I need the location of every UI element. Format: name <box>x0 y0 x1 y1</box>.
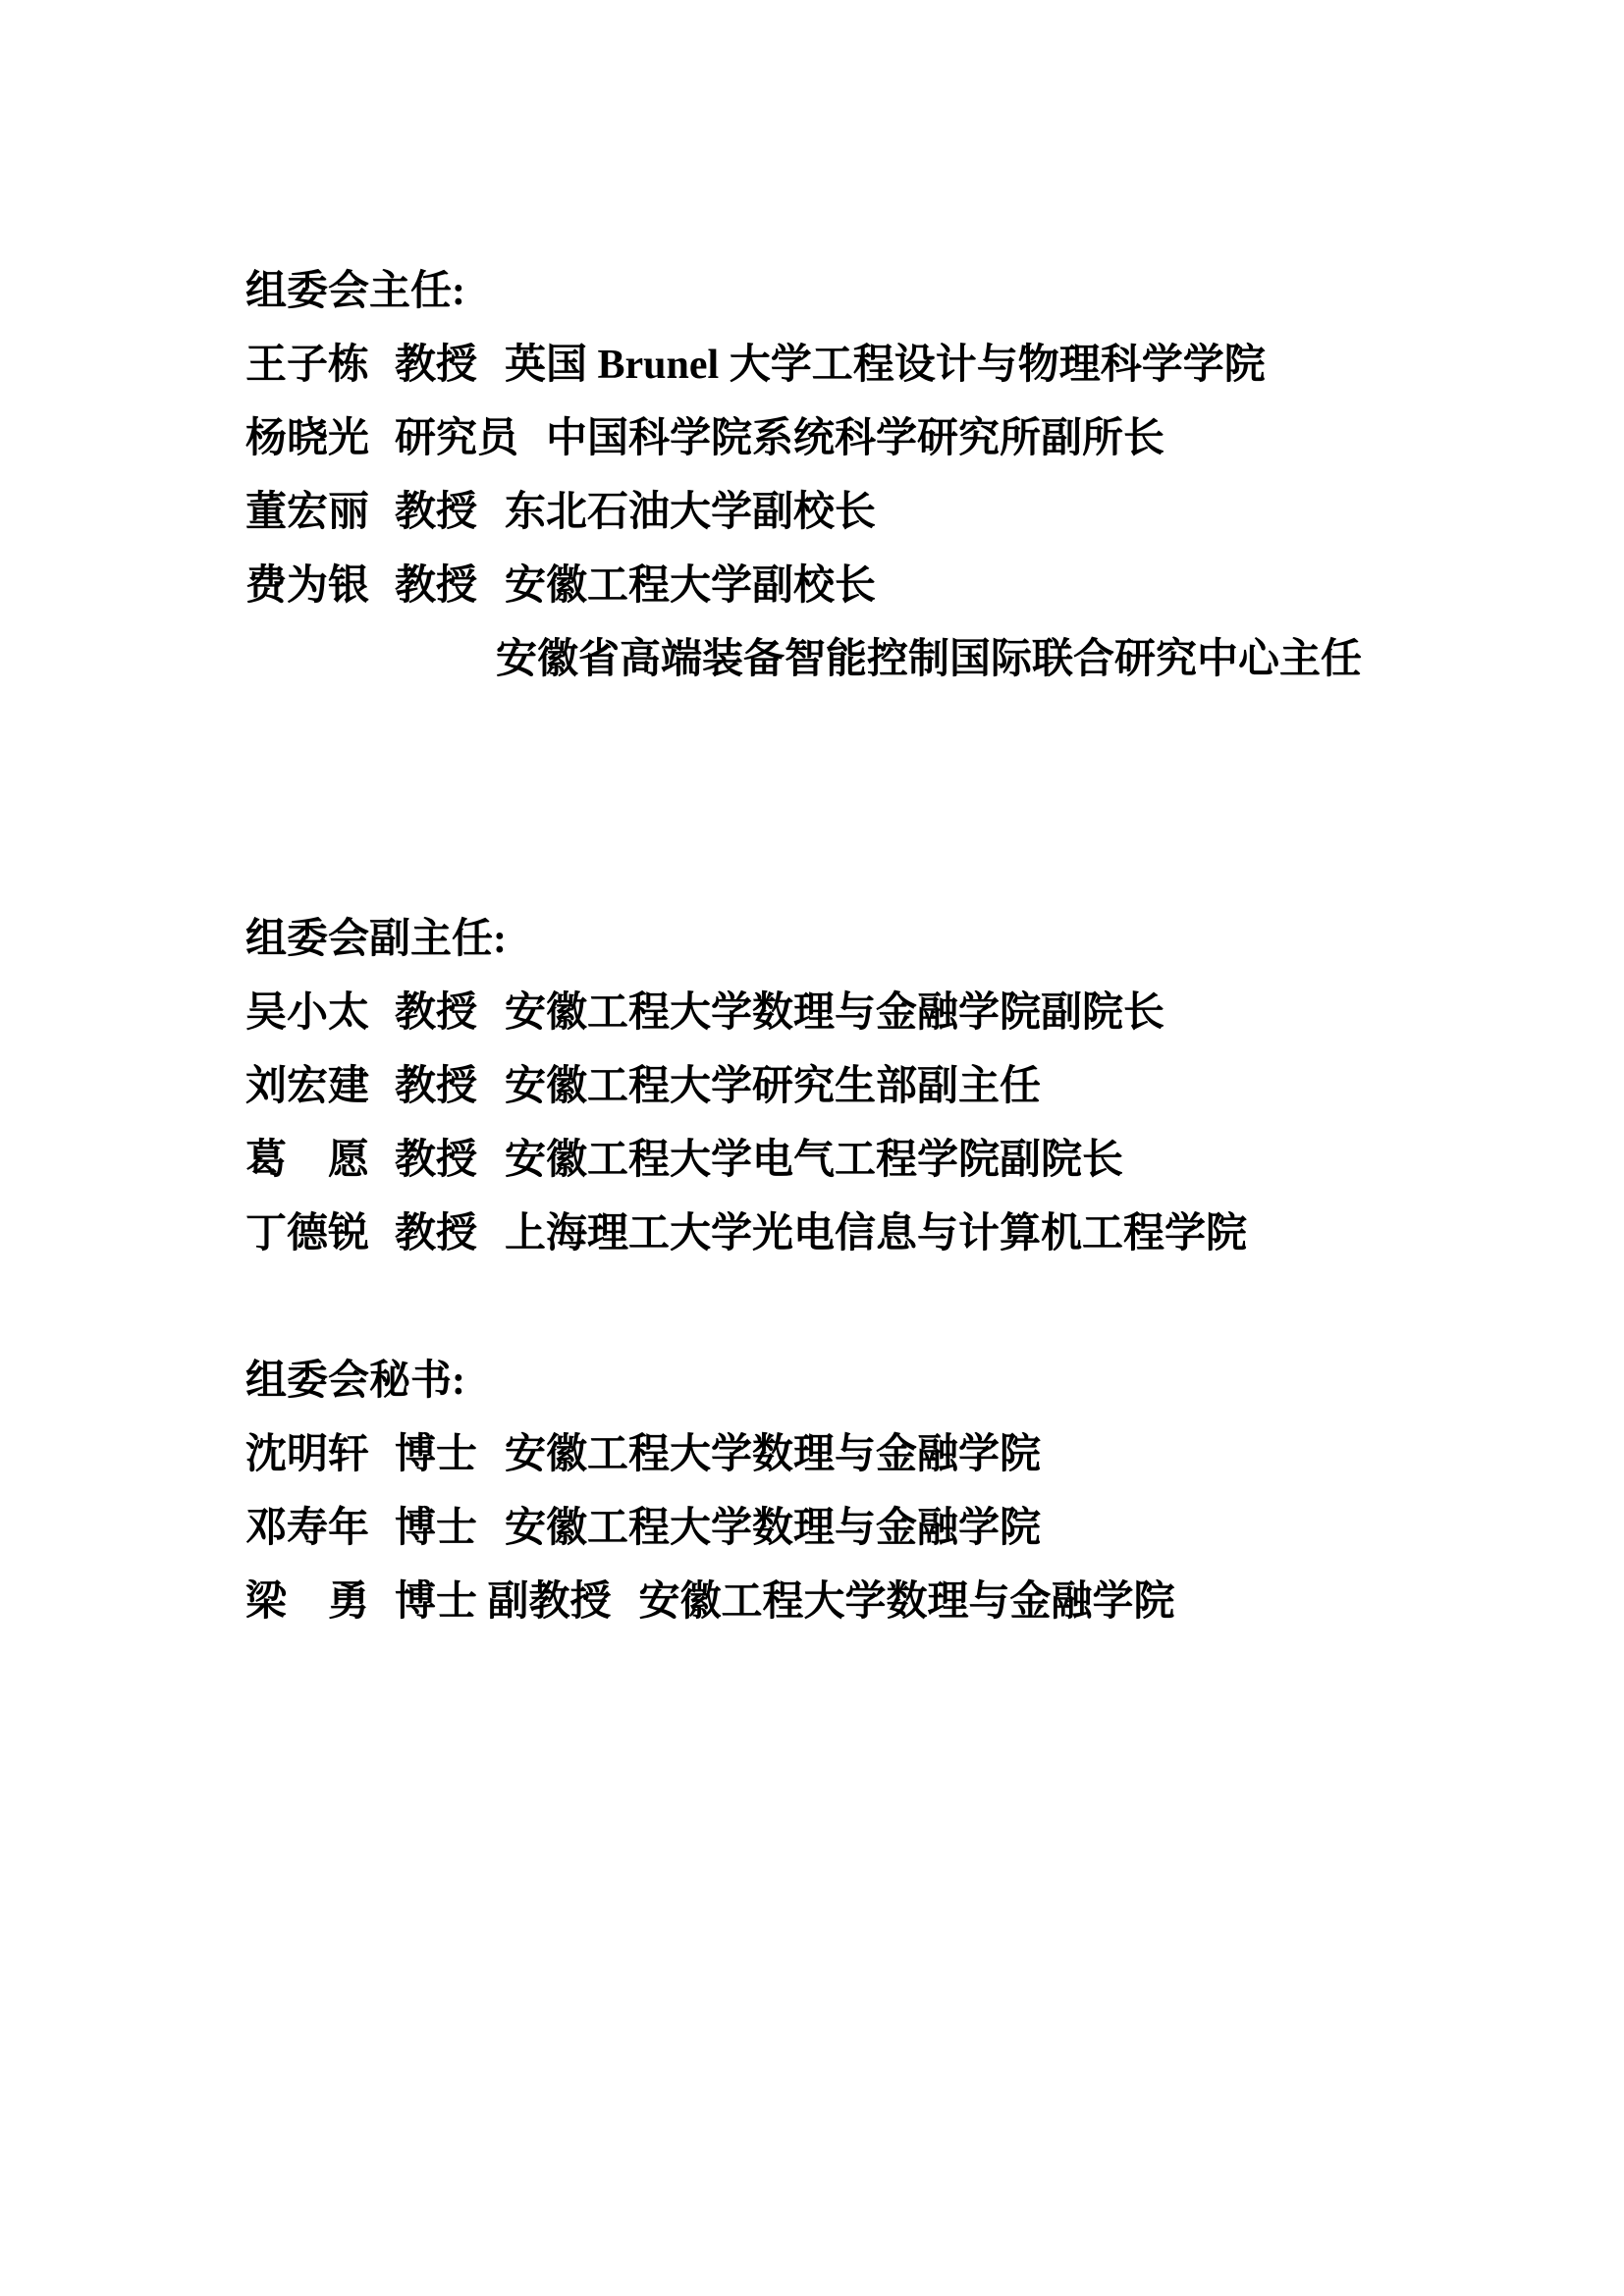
member-name: 杨晓光 <box>245 416 370 461</box>
member-name: 沈明轩 <box>245 1432 370 1477</box>
member-affiliation: 中国科学院系统科学研究所副所长 <box>546 416 1165 461</box>
committee-entry <box>245 1050 1624 1124</box>
member-affiliation: 安徽工程大学研究生部副主任 <box>505 1064 1042 1109</box>
member-affiliation: 安徽省高端装备智能控制国际联合研究中心主任 <box>496 637 1363 682</box>
member-name: 董宏丽 <box>245 490 370 535</box>
member-title: 博士 <box>395 1506 478 1551</box>
member-name: 葛 愿 <box>245 1138 370 1183</box>
committee-entry <box>245 402 1624 476</box>
member-name: 丁德锐 <box>245 1211 370 1256</box>
section-committee-chairs <box>245 255 1624 697</box>
section-committee-secretaries <box>245 1345 1624 1639</box>
section-heading: 组委会秘书: <box>245 1359 465 1404</box>
section-committee-vice-chairs <box>245 903 1624 1271</box>
member-name: 吴小太 <box>245 990 370 1036</box>
member-title: 博士 <box>395 1432 478 1477</box>
member-affiliation: 安徽工程大学数理与金融学院 <box>638 1579 1175 1625</box>
member-name: 邓寿年 <box>245 1506 370 1551</box>
committee-entry <box>245 1492 1624 1566</box>
member-name: 刘宏建 <box>245 1064 370 1109</box>
member-affiliation: 安徽工程大学数理与金融学院副院长 <box>505 990 1165 1036</box>
member-title: 教授 <box>395 990 478 1036</box>
member-title: 教授 <box>395 490 478 535</box>
member-affiliation: 东北石油大学副校长 <box>505 490 877 535</box>
section-heading: 组委会副主任: <box>245 917 507 962</box>
section-heading: 组委会主任: <box>245 269 465 314</box>
member-title: 教授 <box>395 1138 478 1183</box>
member-name: 梁 勇 <box>245 1579 370 1625</box>
committee-entry <box>245 1198 1624 1271</box>
member-title: 研究员 <box>395 416 519 461</box>
committee-entry <box>245 1418 1624 1492</box>
committee-entry <box>245 1566 1624 1639</box>
committee-entry-continuation <box>245 623 1624 697</box>
member-title: 教授 <box>395 563 478 609</box>
member-title: 教授 <box>395 343 478 388</box>
committee-entry <box>245 977 1624 1050</box>
member-affiliation: 安徽工程大学数理与金融学院 <box>505 1506 1042 1551</box>
member-affiliation: 英国 Brunel 大学工程设计与物理科学学院 <box>505 343 1266 388</box>
committee-entry <box>245 329 1624 402</box>
member-affiliation: 安徽工程大学电气工程学院副院长 <box>505 1138 1124 1183</box>
member-title: 博士 副教授 <box>395 1579 612 1625</box>
committee-entry <box>245 476 1624 550</box>
committee-entry <box>245 1124 1624 1198</box>
member-title: 教授 <box>395 1211 478 1256</box>
member-title: 教授 <box>395 1064 478 1109</box>
member-affiliation: 安徽工程大学数理与金融学院 <box>505 1432 1042 1477</box>
committee-entry <box>245 550 1624 623</box>
member-name: 王子栋 <box>245 343 370 388</box>
member-affiliation: 安徽工程大学副校长 <box>505 563 877 609</box>
member-name: 费为银 <box>245 563 370 609</box>
member-affiliation: 上海理工大学光电信息与计算机工程学院 <box>505 1211 1248 1256</box>
